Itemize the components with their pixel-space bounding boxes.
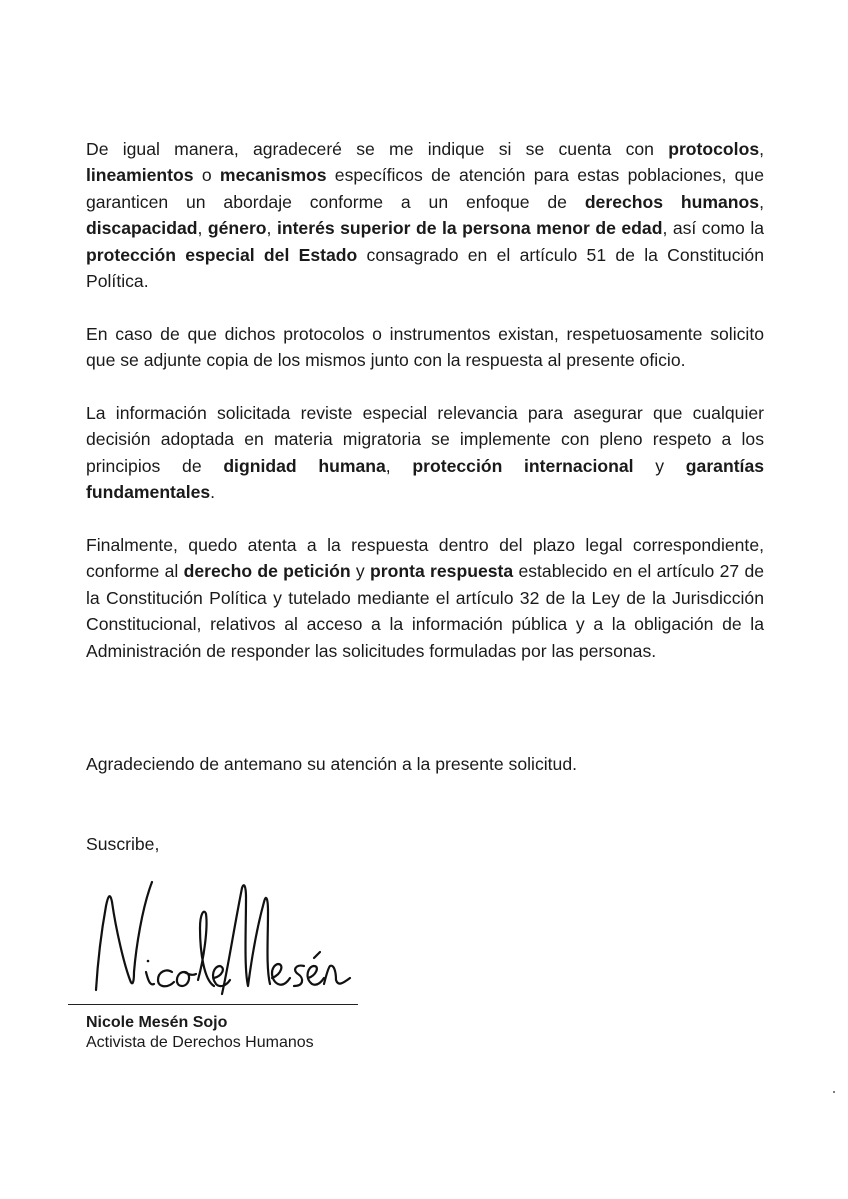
signature-stroke — [272, 964, 290, 985]
text-run: , — [266, 218, 277, 239]
signature-stroke — [177, 972, 196, 986]
text-run: o — [193, 165, 220, 186]
text-run: específicos de atención para estas poblaciones, que garanticen un abordaje conforme a un enfoque de — [86, 165, 765, 212]
signature-stroke — [158, 970, 174, 986]
paragraph-legal-basis — [86, 532, 764, 664]
bold-term: protección internacional — [412, 455, 634, 476]
text-run: establecido en el artículo 27 de la Constitución Política y tutelado mediante el artículo 32 de la Ley de la Jurisdicción Constitucional, relativos al acceso a la información pública y a la obligación de la Administración de responder las solicitudes formuladas por las personas. — [86, 561, 765, 661]
bold-term: interés superior de la persona menor de edad — [276, 218, 663, 239]
text-run: y — [350, 561, 371, 582]
page-speck — [833, 1091, 835, 1093]
bold-term: mecanismos — [219, 165, 327, 186]
signature-stroke — [294, 966, 304, 986]
signature-stroke — [147, 960, 150, 963]
suscribe-line: Suscribe, — [86, 834, 160, 854]
text-run: En caso de que dichos protocolos o instrumentos existan, respetuosamente solicito que se adjunte copia de los mismos junto con la respuesta al presente oficio. — [86, 323, 764, 371]
text-run: , así como la — [662, 218, 765, 239]
text-run: consagrado en el artículo 51 de la Constitución Política. — [86, 244, 764, 292]
signature-stroke — [96, 882, 152, 990]
closing-line: Agradeciendo de antemano su atención a la presente solicitud. — [86, 754, 578, 774]
bold-term: derechos humanos — [584, 191, 760, 212]
signature-line — [68, 1004, 358, 1005]
signature-stroke — [146, 972, 154, 984]
bold-term: protección especial del Estado — [86, 244, 358, 265]
text-run: Finalmente, quedo atenta a la respuesta dentro del plazo legal correspondiente, conforme al — [86, 535, 764, 582]
bold-term: protocolos — [668, 139, 760, 159]
text-run: , — [759, 139, 764, 159]
text-run: . — [210, 482, 216, 503]
signature-stroke — [324, 966, 350, 984]
bold-term: discapacidad — [86, 218, 198, 239]
bold-term: dignidad humana — [223, 455, 386, 476]
signature-stroke — [314, 952, 320, 958]
signature-stroke — [222, 885, 270, 994]
letter-body — [86, 136, 764, 690]
text-run: , — [385, 455, 413, 476]
bold-term: género — [207, 218, 267, 239]
signer-name: Nicole Mesén Sojo — [86, 1014, 228, 1031]
paragraph-protocols-request — [86, 136, 764, 294]
bold-term: pronta respuesta — [370, 561, 514, 582]
signer-role: Activista de Derechos Humanos — [86, 1034, 314, 1051]
text-run: y — [633, 455, 686, 476]
text-run: De igual manera, agradeceré se me indique si se cuenta con — [86, 139, 669, 159]
bold-term: lineamientos — [86, 165, 194, 186]
bold-term: derecho de petición — [183, 561, 351, 582]
handwritten-signature — [72, 868, 372, 1008]
text-run: , — [197, 218, 208, 239]
bold-term: garantías fundamentales — [86, 455, 765, 503]
paragraph-attach-copy — [86, 321, 764, 374]
text-run: , — [759, 191, 764, 212]
signature-stroke — [198, 912, 214, 986]
text-run: La información solicitada reviste especial relevancia para asegurar que cualquier decisión adoptada en materia migratoria se implemente con pleno respeto a los principios de — [86, 403, 764, 476]
signature-stroke — [308, 966, 324, 985]
paragraph-relevance — [86, 400, 764, 506]
